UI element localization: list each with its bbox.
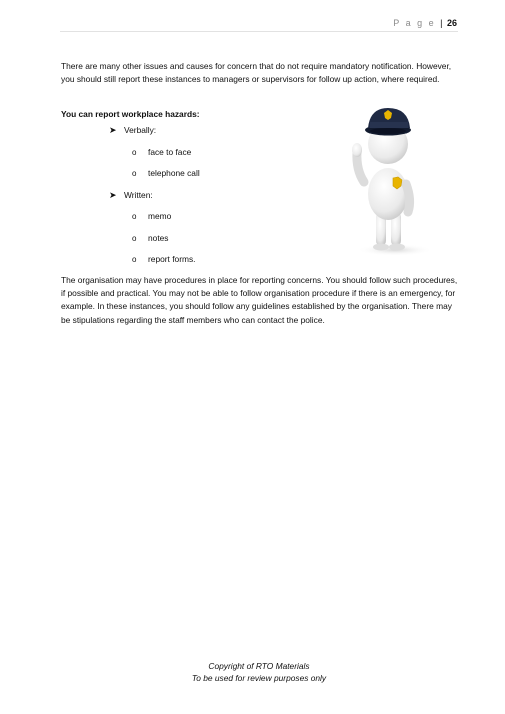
page-separator: | [440,18,443,28]
intro-paragraph: There are many other issues and causes for concern that do not require mandatory notification. However, you should still report these instances to managers or supervisors for follow up action, where required. [61,61,452,85]
sub-list-item-label: telephone call [148,168,200,178]
sub-list-item [132,211,172,222]
footer-copyright: Copyright of RTO Materials [208,661,310,671]
sub-list-item [132,233,169,244]
sub-list-item [132,168,200,179]
page-header [393,18,457,28]
circle-bullet-icon: o [132,212,137,221]
list-item-verbally [109,125,157,136]
circle-bullet-icon: o [132,234,137,243]
section-heading: You can report workplace hazards: [61,109,200,119]
police-officer-figure-icon [340,100,440,260]
list-item-written [109,190,153,201]
sub-list-item-label: face to face [148,147,192,157]
arrow-bullet-icon: ➤ [109,125,117,135]
sub-list-item-label: report forms. [148,254,196,264]
procedures-paragraph: The organisation may have procedures in place for reporting concerns. You should follow such procedures, if possible and practical. You may not be able to follow organisation procedure if there is an emergency, for example. In these instances, you should follow any guidelines established by the organisation. There may be stipulations regarding the staff members who can contact the police. [61,275,458,325]
circle-bullet-icon: o [132,169,137,178]
page-label: P a g e [393,18,436,28]
header-divider [60,31,458,32]
sub-list-item [132,254,196,265]
arrow-bullet-icon: ➤ [109,190,117,200]
page-footer [0,661,505,684]
sub-list-item-label: notes [148,233,169,243]
circle-bullet-icon: o [132,255,137,264]
sub-list-item-label: memo [148,211,172,221]
sub-list-item [132,147,192,158]
list-item-label: Written: [124,190,153,200]
page-number: 26 [446,18,457,28]
circle-bullet-icon: o [132,148,137,157]
footer-notice: To be used for review purposes only [191,672,327,683]
list-item-label: Verbally: [124,125,157,135]
